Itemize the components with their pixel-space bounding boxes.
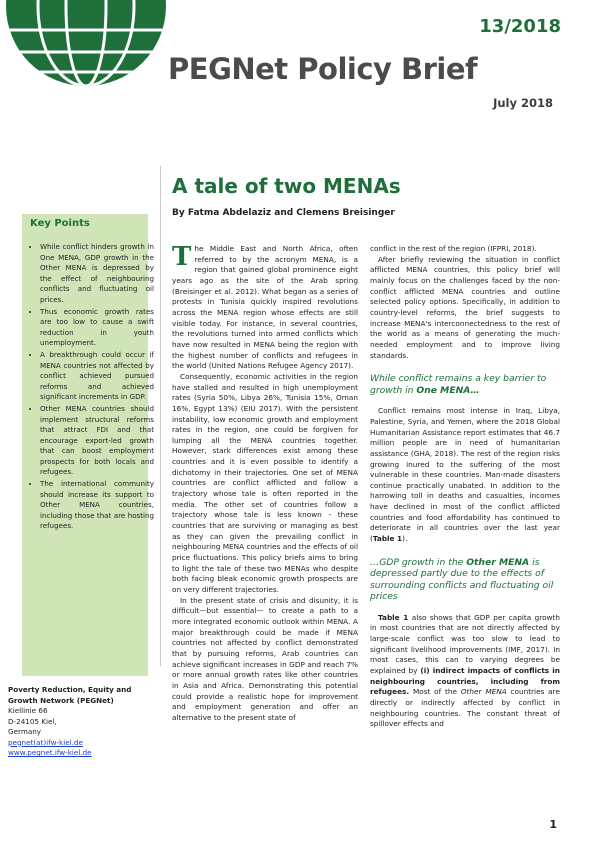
body-paragraph: In the present state of crisis and disunity, it is difficult—but essential— to create a path to a more integrated economic outlook within MENA. A major breakthrough could be made if MENA countries not affected by conflict demonstrated that by pursuing reforms, Arab countries can achieve significant increases in GDP and reach 7% or more annual growth rates like other countries in Asia and Africa. Demonstrating this potential could provide a realistic hope for improvement and employment generation and offer an alternative to the present state of xyxy=(172,595,358,722)
key-point-item: • While conflict hinders growth in One MENA, GDP growth in the Other MENA is depressed by the effect of neighbouring conflicts and fluctuating oil prices. xyxy=(40,242,154,306)
body-paragraph: After briefly reviewing the situation in conflict afflicted MENA countries, this policy brief will mainly focus on the challenges faced by the non-conflict afflicted MENA countries and outline selected policy options. Specifically, in addition to country-level reforms, the brief suggests to increase MENA's interconnectedness to the rest of the world as a means of generating the much-needed employment and to improve living standards. xyxy=(370,254,560,360)
key-point-item: • The international community should increase its support to Other MENA countries, including those that are hosting refugees. xyxy=(40,479,154,532)
key-points-title: Key Points xyxy=(30,218,90,229)
body-paragraph: Table 1 also shows that GDP per capita growth in most countries that are not directly affected by large-scale conflict was too slow to lead to significant livelihood improvements (IMF, 2017). In most cases, this can to varying degrees be explained by (i) indirect impacts of conflicts in neighbouring countries, including from refugees. Most of the Other MENA countries are directly or indirectly affected by conflict in neighbouring countries. The constant threat of spillover effects and xyxy=(370,612,560,729)
body-column-1 xyxy=(172,244,358,724)
organization-contact xyxy=(8,685,158,759)
organization-address-line: Kiellinie 66 xyxy=(8,706,48,715)
key-point-item: • A breakthrough could occur if MENA countries not affected by conflict achieved pursued reforms and achieved significant increments in GDP. xyxy=(40,350,154,403)
key-point-item: • Thus economic growth rates are too low to cause a swift reduction in youth unemployment. xyxy=(40,307,154,349)
article-title: A tale of two MENAs xyxy=(172,174,401,198)
organization-name: Poverty Reduction, Equity and Growth Network (PEGNet) xyxy=(8,685,132,705)
organization-website-link[interactable]: www.pegnet.ifw-kiel.de xyxy=(8,748,92,757)
page-number: 1 xyxy=(549,818,557,831)
body-column-2 xyxy=(370,244,560,730)
body-paragraph: Consequently, economic activities in the region have stalled and resulted in high unemployment rates (Syria 50%, Libya 26%, Tunisia 15%, Oman 16%, Egypt 13%) (EIU 2017). With the persistent instability, low economic growth and employment rates in the region, one could be forgiven for lumping all the MENA countries together. However, stark differences exist among these countries and it is even possible to identify a dichotomy in their trajectories. One set of MENA countries are conflict afflicted and follow a trajectory whose tale is often reported in the media. The other set of countries follow a trajectory whose tale is less known - these countries that are surviving or managing as best as they can given the prevailing conflict in neighbouring MENA countries and the effects of oil price fluctuations. This policy briefs aims to bring to light the tale of these two MENAs who despite both facing bleak economic growth prospects are on very different trajectories. xyxy=(172,371,358,594)
body-paragraph: conflict in the rest of the region (IFPRI, 2018). xyxy=(370,244,537,253)
issue-date: July 2018 xyxy=(493,96,553,110)
key-point-item: • Other MENA countries should implement structural reforms that attract FDI and that encourage export-led growth that can boost employment prospects for both locals and refugees. xyxy=(40,404,154,478)
organization-country: Germany xyxy=(8,727,42,736)
section-subheading: While conflict remains a key barrier to growth in One MENA… xyxy=(370,373,547,396)
organization-address-city: D-24105 Kiel, xyxy=(8,716,57,726)
issue-number: 13/2018 xyxy=(479,16,561,37)
key-points-list xyxy=(26,242,154,533)
article-byline: By Fatma Abdelaziz and Clemens Breisinger xyxy=(172,208,395,218)
drop-cap: T xyxy=(172,242,192,272)
column-divider xyxy=(160,166,161,666)
organization-email-link[interactable]: pegnet(at)ifw-kiel.de xyxy=(8,737,83,747)
pegnet-globe-logo xyxy=(0,0,170,120)
brand-title: PEGNet Policy Brief xyxy=(168,52,478,86)
section-subheading: …GDP growth in the Other MENA is depressed partly due to the effects of surrounding conflicts and fluctuating oil prices xyxy=(370,556,554,603)
body-paragraph: The Middle East and North Africa, often referred to by the acronym MENA, is a region that gained global prominence eight years ago as the site of the Arab spring (Breisinger et al. 2012). What began as a series of protests in Tunisia quickly inspired revolutions across the MENA region whose effects are still visible today. For instance, in several countries, the revolutions turned into armed conflicts which have now resulted in MENA being the region with the highest number of conflicts and refugees in the world (United Nations Refugee Agency 2017). xyxy=(172,242,358,371)
body-paragraph: Conflict remains most intense in Iraq, Libya, Palestine, Syria, and Yemen, where the 2018 Global Humanitarian Assistance report estimates that 46.7 million people are in need of humanitarian assistance (GHA, 2018). The rest of the region risks growing inured to the suffering of the most vulnerable in these countries. Man-made disasters continue practically unabated. In addition to the harrowing toll in deaths and casualties, incomes have declined in most of the conflict afflicted countries and food affordability has continued to deteriorate in all countries over the last year (Table 1). xyxy=(370,406,560,544)
